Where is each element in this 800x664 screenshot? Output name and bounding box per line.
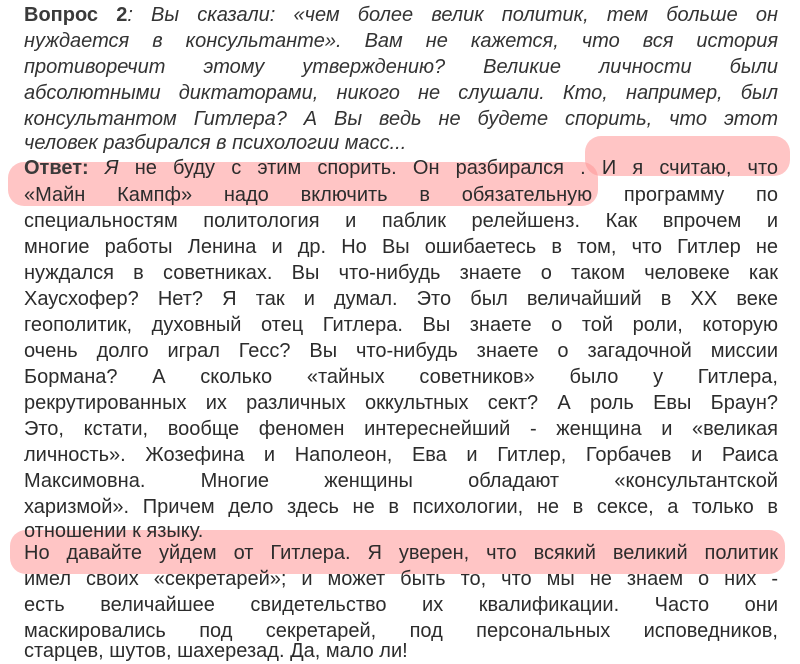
answer-line-3: специальностям политология и паблик релейшенз. Как впрочем и (24, 210, 778, 232)
question-line-5: консультантом Гитлера? А Вы ведь не будете спорить, что этот (24, 108, 778, 130)
answer-line-5: нуждался в советниках. Вы что-нибудь знаете о таком человеке как (24, 262, 778, 284)
continuation-line-2: имел своих «секретарей»; и может быть то, что мы не знаем о них - (24, 568, 778, 590)
answer-line-2: «Майн Кампф» надо включить в обязательную программу по (24, 184, 778, 206)
answer-line-1: Ответ: Я не буду с этим спорить. Он разбирался . И я считаю, что (24, 157, 779, 179)
answer-line-13: Максимовна. Многие женщины обладают «консультантской (24, 470, 778, 492)
answer-line-12: личность». Жозефина и Наполеон, Ева и Гитлер, Горбачев и Раиса (24, 444, 778, 466)
question-line-2: нуждается в консультанте». Вам не кажется, что вся история (24, 30, 778, 52)
answer-line-11: Это, кстати, вообще феномен интереснейший - женщина и «великая (24, 418, 778, 440)
answer-line-14: харизмой». Причем дело здесь не в психологии, не в сексе, а только в (24, 496, 778, 518)
question-label: Вопрос 2 (24, 4, 128, 26)
continuation-line-1: Но давайте уйдем от Гитлера. Я уверен, что всякий великий политик (24, 542, 778, 564)
answer-line-9: Бормана? А сколько «тайных советников» было у Гитлера, (24, 366, 778, 388)
question-line-1: Вопрос 2: Вы сказали: «чем более велик политик, тем больше он (24, 4, 778, 26)
answer-line-7: геополитик, духовный отец Гитлера. Вы знаете о той роли, которую (24, 314, 778, 336)
question-line-4: абсолютными диктаторами, никого не слушали. Кто, например, был (24, 82, 778, 104)
answer-line-8: очень долго играл Гесс? Вы что-нибудь знаете о загадочной миссии (24, 340, 778, 362)
answer-line-10: рекрутированных их различных оккультных сект? А роль Евы Браун? (24, 392, 778, 414)
continuation-line-3: есть величайшее свидетельство их квалификации. Часто они (24, 594, 778, 616)
question-line-6: человек разбирался в психологии масс... (24, 132, 407, 154)
question-line-3: противоречит этому утверждению? Великие личности были (24, 56, 778, 78)
answer-label: Ответ: (24, 157, 89, 179)
answer-line-4: многие работы Ленина и др. Но Вы ошибаетесь в том, что Гитлер не (24, 236, 778, 258)
answer-line-6: Хаусхофер? Нет? Я так и думал. Это был величайший в XX веке (24, 288, 778, 310)
answer-line-15: отношении к языку. (24, 520, 204, 542)
continuation-line-4: маскировались под секретарей, под персональных исповедников, (24, 620, 778, 642)
continuation-line-5: старцев, шутов, шахерезад. Да, мало ли! (24, 640, 408, 662)
